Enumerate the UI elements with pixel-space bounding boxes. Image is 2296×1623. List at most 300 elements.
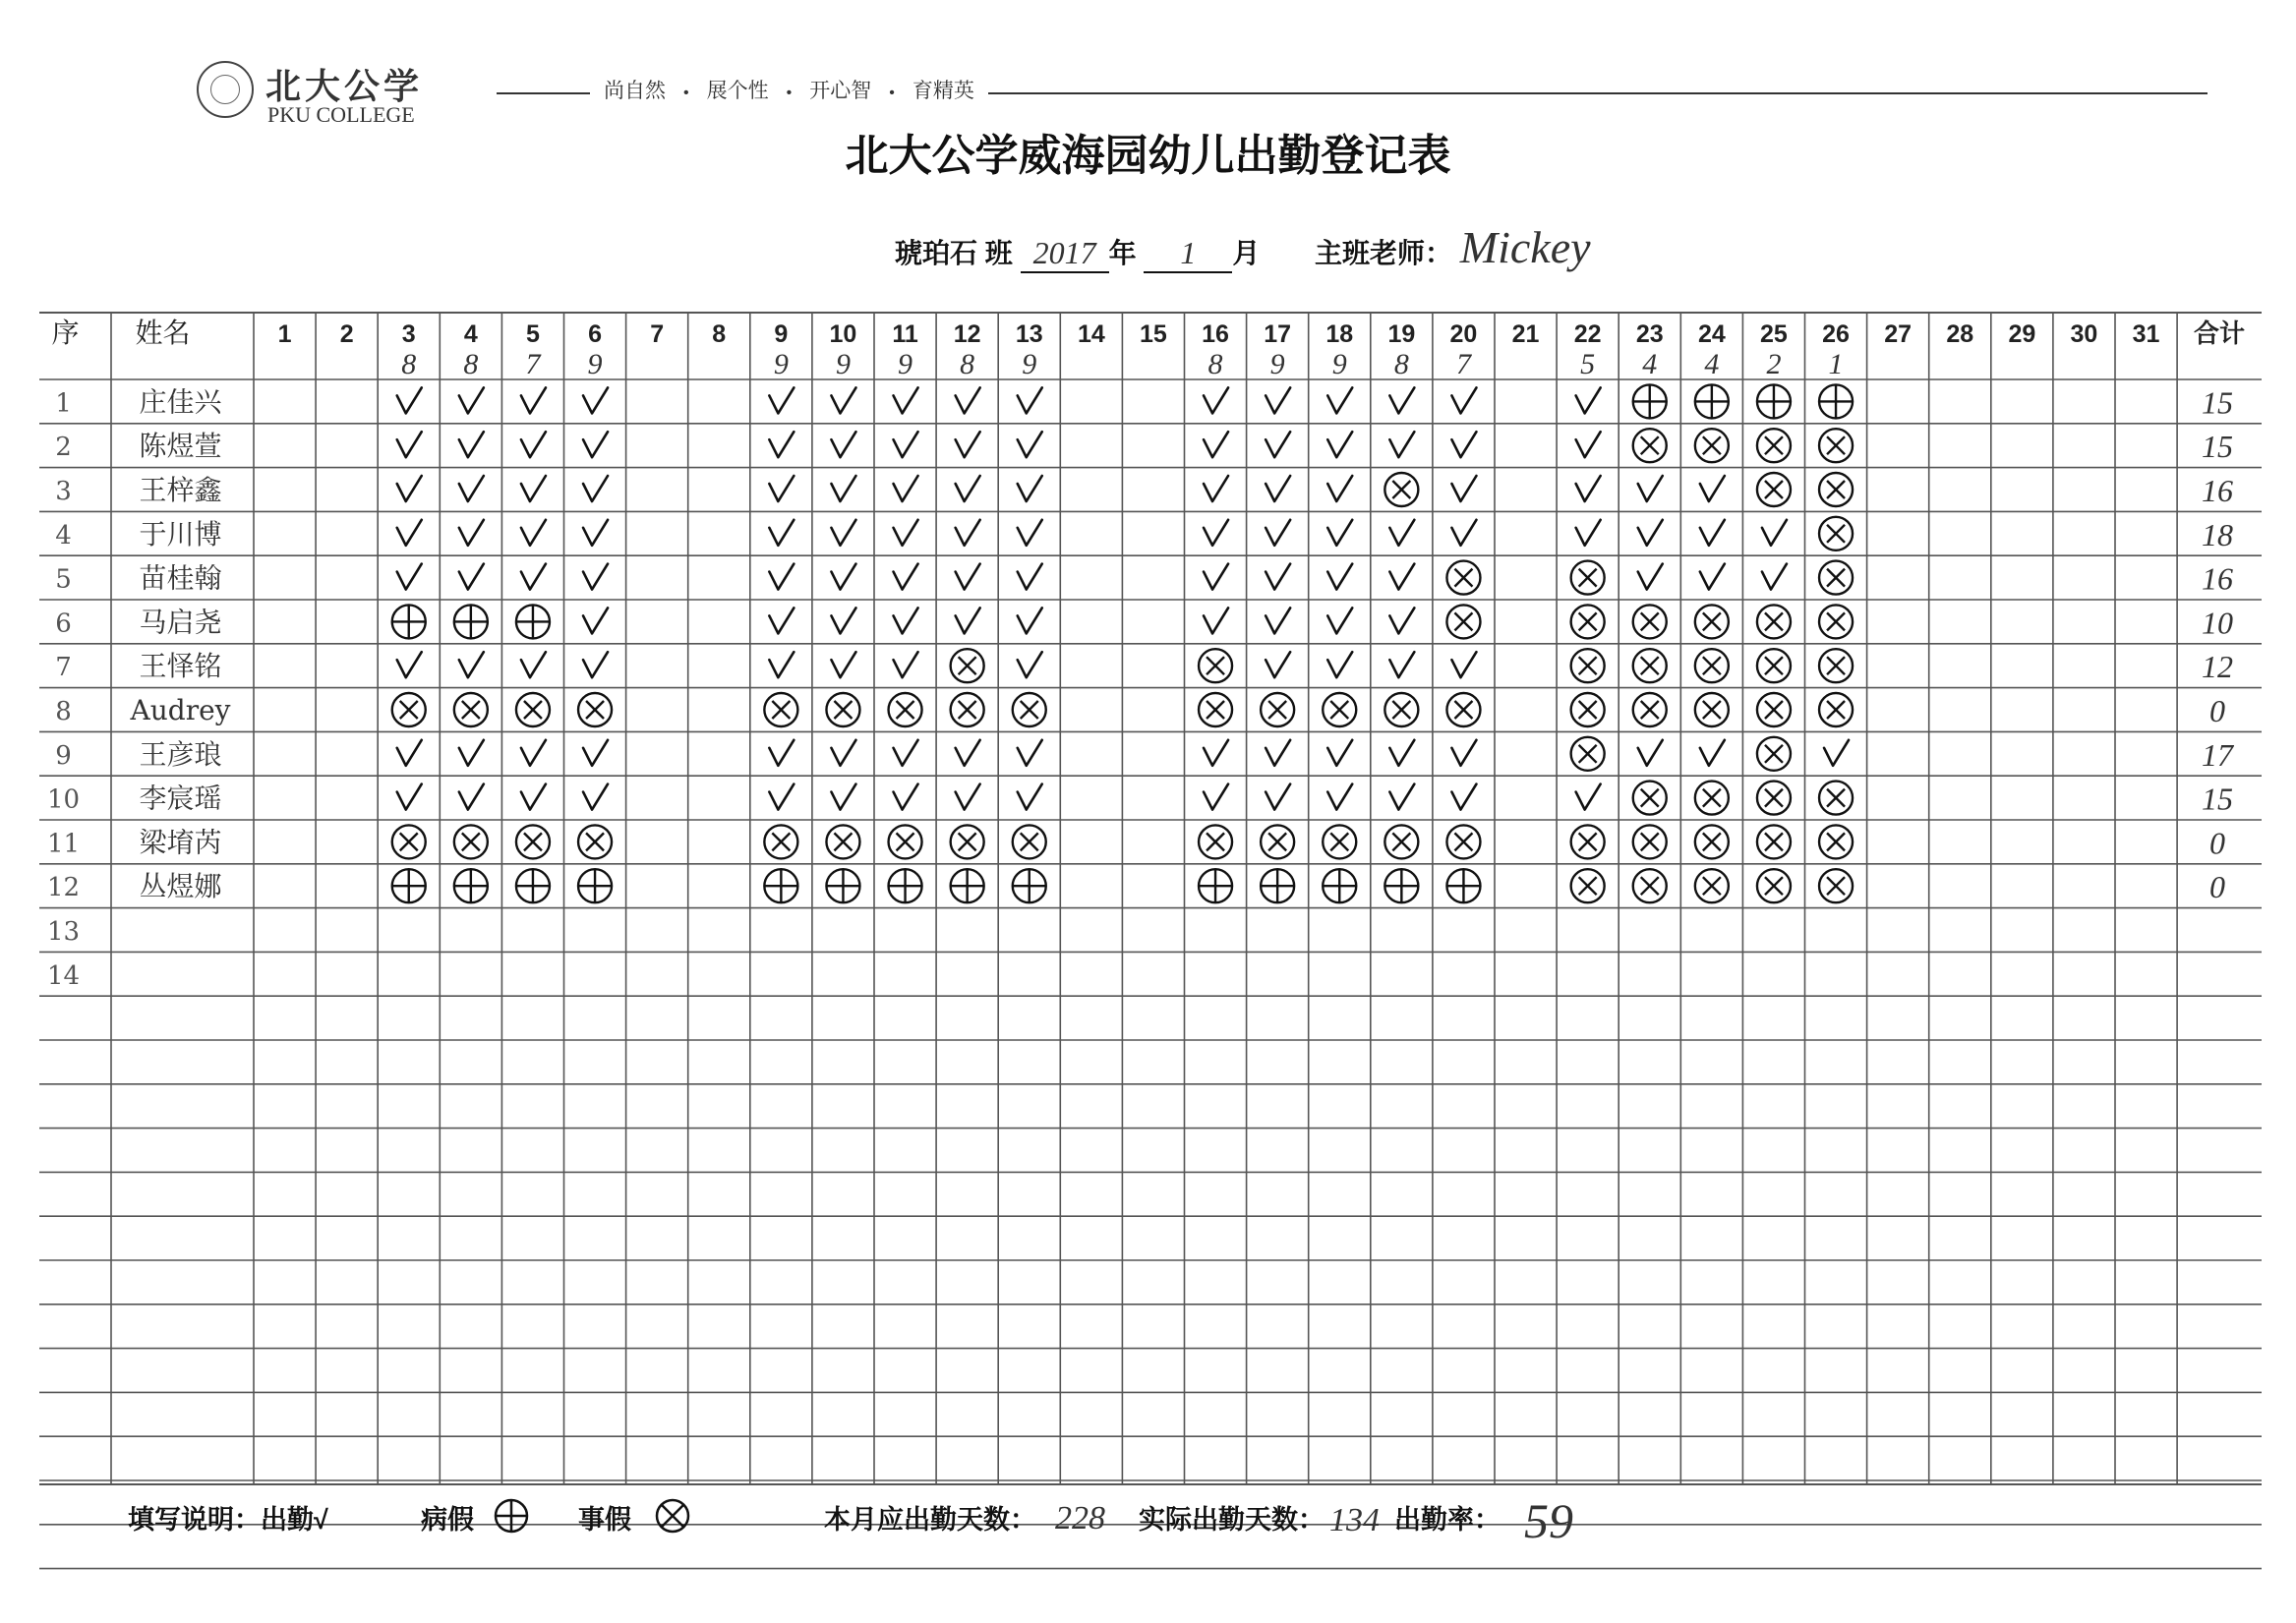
row-total: 15 <box>2202 781 2233 817</box>
year-label: 年 <box>1108 238 1137 268</box>
present-check-icon <box>583 520 608 546</box>
present-check-icon <box>521 740 546 766</box>
row-seq-12: 12 <box>46 873 81 903</box>
legend-title: 填写说明：出勤√ <box>128 1505 328 1535</box>
present-check-icon <box>1700 476 1725 501</box>
present-check-icon <box>831 476 855 501</box>
present-check-icon <box>956 432 980 457</box>
daily-count-3: 8 <box>401 348 417 380</box>
present-check-icon <box>1638 520 1663 546</box>
row-seq-8: 8 <box>55 697 72 726</box>
header-day-6: 6 <box>588 320 603 348</box>
personal-leave-icon <box>1633 429 1667 462</box>
header-day-26: 26 <box>1822 320 1850 348</box>
personal-leave-icon <box>826 825 859 858</box>
present-check-icon <box>1451 520 1476 546</box>
present-check-icon <box>1576 476 1601 501</box>
header-day-13: 13 <box>1015 320 1043 348</box>
header-day-8: 8 <box>712 320 727 348</box>
sick-leave-icon <box>516 605 550 638</box>
personal-leave-icon <box>1633 825 1667 858</box>
row-total: 0 <box>2209 693 2225 728</box>
teacher-label: 主班老师： <box>1314 238 1452 268</box>
daily-count-18: 9 <box>1331 348 1347 380</box>
present-check-icon <box>1018 520 1042 546</box>
present-check-icon <box>521 784 546 810</box>
sick-leave-icon <box>1013 869 1046 902</box>
present-check-icon <box>1266 784 1290 810</box>
present-check-icon <box>1762 564 1787 590</box>
personal-leave-icon <box>1695 693 1729 726</box>
daily-count-13: 9 <box>1022 348 1037 380</box>
header-day-7: 7 <box>650 320 665 348</box>
student-name: 于川博 <box>139 517 222 551</box>
present-check-icon <box>397 387 422 413</box>
present-check-icon <box>1266 564 1290 590</box>
row-seq-7: 7 <box>55 653 72 683</box>
personal-leave-icon <box>1446 561 1480 595</box>
personal-leave-icon <box>1819 649 1853 682</box>
header-day-10: 10 <box>829 320 857 348</box>
personal-leave-icon <box>1571 869 1605 902</box>
personal-leave-icon <box>1323 825 1356 858</box>
row-seq-11: 11 <box>46 829 81 859</box>
student-name: 陈煜萱 <box>139 430 222 463</box>
present-check-icon <box>1018 740 1042 766</box>
form-footer <box>0 1484 2296 1548</box>
personal-leave-icon <box>951 649 984 682</box>
present-check-icon <box>769 740 794 766</box>
sick-leave-icon <box>1261 869 1294 902</box>
personal-leave-icon <box>1819 605 1853 638</box>
form-title: 北大公学威海园幼儿出勤登记表 <box>845 132 1451 180</box>
present-check-icon <box>397 652 422 677</box>
daily-count-20: 7 <box>1455 348 1471 380</box>
present-check-icon <box>1451 432 1476 457</box>
present-check-icon <box>1389 520 1414 546</box>
sick-leave-icon <box>392 605 426 638</box>
present-check-icon <box>1018 387 1042 413</box>
header-day-25: 25 <box>1760 320 1788 348</box>
present-check-icon <box>1389 740 1414 766</box>
present-check-icon <box>1204 432 1228 457</box>
present-check-icon <box>894 564 918 590</box>
header-day-5: 5 <box>525 320 540 348</box>
personal-leave-icon <box>1695 429 1729 462</box>
present-check-icon <box>397 432 422 457</box>
student-name: 丛煜娜 <box>139 870 222 903</box>
row-seq-2: 2 <box>55 433 72 463</box>
present-check-icon <box>459 432 484 457</box>
present-check-icon <box>397 476 422 501</box>
present-check-icon <box>769 520 794 546</box>
present-check-icon <box>459 387 484 413</box>
present-check-icon <box>894 520 918 546</box>
personal-leave-icon <box>1757 429 1791 462</box>
header-day-11: 11 <box>892 320 918 348</box>
slogan-item: 育精英 <box>912 80 974 102</box>
personal-leave-icon <box>1819 473 1853 506</box>
present-check-icon <box>1389 432 1414 457</box>
personal-leave-icon <box>516 825 550 858</box>
student-name: 王梓鑫 <box>139 474 222 506</box>
personal-leave-icon <box>1013 693 1046 726</box>
personal-leave-icon <box>1571 693 1605 726</box>
daily-count-19: 8 <box>1393 348 1409 380</box>
present-check-icon <box>1266 652 1290 677</box>
daily-count-22: 5 <box>1580 348 1596 380</box>
personal-leave-icon <box>1819 693 1853 726</box>
row-seq-3: 3 <box>55 477 72 506</box>
personal-leave-icon <box>454 693 488 726</box>
daily-count-12: 8 <box>960 348 975 380</box>
header-day-2: 2 <box>339 320 354 348</box>
attendance-rate-value: 59 <box>1524 1493 1573 1548</box>
header-day-14: 14 <box>1077 320 1105 348</box>
personal-leave-icon <box>1819 429 1853 462</box>
sick-leave-icon <box>889 869 922 902</box>
slogan-item: 尚自然 <box>604 80 666 102</box>
row-seq-9: 9 <box>55 740 72 771</box>
student-name: 梁堉芮 <box>139 826 222 859</box>
present-check-icon <box>521 476 546 501</box>
present-check-icon <box>459 520 484 546</box>
present-check-icon <box>583 432 608 457</box>
sick-leave-icon <box>764 869 797 902</box>
present-check-icon <box>894 387 918 413</box>
personal-leave-icon <box>1819 561 1853 595</box>
daily-count-11: 9 <box>898 348 913 380</box>
personal-leave-icon <box>1384 473 1418 506</box>
personal-leave-icon <box>1695 825 1729 858</box>
present-check-icon <box>459 652 484 677</box>
present-check-icon <box>397 784 422 810</box>
actual-days-value: 134 <box>1329 1502 1380 1538</box>
student-name: 王彦琅 <box>139 737 222 771</box>
daily-count-25: 2 <box>1766 348 1782 380</box>
row-total: 17 <box>2202 736 2233 773</box>
present-check-icon <box>1576 520 1601 546</box>
present-check-icon <box>1327 564 1352 590</box>
personal-leave-icon <box>1633 782 1667 815</box>
header-day-23: 23 <box>1635 320 1664 348</box>
personal-leave-icon <box>1757 782 1791 815</box>
present-check-icon <box>1204 784 1228 810</box>
present-check-icon <box>956 784 980 810</box>
present-check-icon <box>1018 476 1042 501</box>
header-day-1: 1 <box>277 320 292 348</box>
header-day-22: 22 <box>1573 320 1602 348</box>
legend-sick-icon <box>492 1496 531 1536</box>
expected-days-label: 本月应出勤天数： <box>824 1505 1036 1535</box>
row-total: 15 <box>2202 429 2233 465</box>
personal-leave-icon <box>1199 825 1232 858</box>
present-check-icon <box>1576 784 1601 810</box>
slogan-dot: • <box>683 85 689 101</box>
personal-leave-icon <box>1446 605 1480 638</box>
sick-leave-icon <box>392 869 426 902</box>
present-check-icon <box>894 476 918 501</box>
present-check-icon <box>769 652 794 677</box>
present-check-icon <box>583 476 608 501</box>
personal-leave-icon <box>1819 825 1853 858</box>
present-check-icon <box>769 784 794 810</box>
header-day-12: 12 <box>953 320 981 348</box>
teacher-name: Mickey <box>1459 222 1591 272</box>
personal-leave-icon <box>1695 605 1729 638</box>
header-day-31: 31 <box>2132 320 2160 348</box>
sick-leave-icon <box>951 869 984 902</box>
present-check-icon <box>583 740 608 766</box>
student-name: 庄佳兴 <box>139 385 222 419</box>
present-check-icon <box>1327 432 1352 457</box>
present-check-icon <box>1451 652 1476 677</box>
header-day-28: 28 <box>1946 320 1974 348</box>
present-check-icon <box>521 520 546 546</box>
personal-leave-icon <box>516 693 550 726</box>
personal-leave-icon <box>1633 649 1667 682</box>
daily-count-10: 9 <box>835 348 851 380</box>
header-seq: 序 <box>51 317 80 349</box>
present-check-icon <box>1018 432 1042 457</box>
present-check-icon <box>769 608 794 633</box>
present-check-icon <box>831 564 855 590</box>
present-check-icon <box>1204 387 1228 413</box>
daily-count-24: 4 <box>1704 348 1720 380</box>
present-check-icon <box>1266 520 1290 546</box>
present-check-icon <box>831 520 855 546</box>
personal-leave-icon <box>454 825 488 858</box>
row-total: 10 <box>2202 605 2233 641</box>
header-day-9: 9 <box>774 320 789 348</box>
logo-chinese-name: 北大公学 <box>265 66 424 107</box>
present-check-icon <box>1451 476 1476 501</box>
row-seq-5: 5 <box>55 564 72 595</box>
row-seq-14: 14 <box>46 960 81 991</box>
present-check-icon <box>459 740 484 766</box>
row-total: 0 <box>2209 825 2225 861</box>
present-check-icon <box>521 432 546 457</box>
personal-leave-icon <box>1199 693 1232 726</box>
present-check-icon <box>956 740 980 766</box>
present-check-icon <box>583 387 608 413</box>
present-check-icon <box>397 740 422 766</box>
daily-count-17: 9 <box>1269 348 1285 380</box>
present-check-icon <box>397 520 422 546</box>
personal-leave-icon <box>1571 825 1605 858</box>
present-check-icon <box>397 564 422 590</box>
present-check-icon <box>1018 652 1042 677</box>
present-check-icon <box>1700 564 1725 590</box>
present-check-icon <box>1266 740 1290 766</box>
sick-leave-icon <box>1199 869 1232 902</box>
present-check-icon <box>1824 740 1849 766</box>
present-check-icon <box>894 432 918 457</box>
personal-leave-icon <box>1571 561 1605 595</box>
present-check-icon <box>583 564 608 590</box>
present-check-icon <box>894 740 918 766</box>
legend-personal-icon <box>653 1496 692 1536</box>
row-total: 12 <box>2202 649 2233 685</box>
daily-count-23: 4 <box>1642 348 1658 380</box>
header-day-4: 4 <box>463 320 478 348</box>
personal-leave-icon <box>1633 605 1667 638</box>
present-check-icon <box>1018 608 1042 633</box>
header-day-21: 21 <box>1511 320 1540 348</box>
personal-leave-icon <box>1757 869 1791 902</box>
sick-leave-icon <box>516 869 550 902</box>
present-check-icon <box>459 476 484 501</box>
personal-leave-icon <box>1757 605 1791 638</box>
personal-leave-icon <box>826 693 859 726</box>
present-check-icon <box>894 608 918 633</box>
present-check-icon <box>1576 432 1601 457</box>
present-check-icon <box>831 784 855 810</box>
personal-leave-icon <box>1819 517 1853 551</box>
present-check-icon <box>831 652 855 677</box>
present-check-icon <box>1389 564 1414 590</box>
present-check-icon <box>1204 608 1228 633</box>
present-check-icon <box>831 608 855 633</box>
personal-leave-icon <box>1384 693 1418 726</box>
row-total: 16 <box>2202 473 2233 508</box>
present-check-icon <box>894 784 918 810</box>
present-check-icon <box>1576 387 1601 413</box>
sick-leave-icon <box>1446 869 1480 902</box>
present-check-icon <box>1266 608 1290 633</box>
present-check-icon <box>956 476 980 501</box>
personal-leave-icon <box>1446 825 1480 858</box>
present-check-icon <box>1451 387 1476 413</box>
student-name: 马启尧 <box>139 606 222 639</box>
present-check-icon <box>459 564 484 590</box>
personal-leave-icon <box>1757 649 1791 682</box>
personal-leave-icon <box>1757 473 1791 506</box>
personal-leave-icon <box>1013 825 1046 858</box>
header-day-29: 29 <box>2008 320 2036 348</box>
present-check-icon <box>1204 740 1228 766</box>
present-check-icon <box>1327 740 1352 766</box>
personal-leave-icon <box>1695 782 1729 815</box>
personal-leave-icon <box>889 825 922 858</box>
present-check-icon <box>583 784 608 810</box>
present-check-icon <box>1327 520 1352 546</box>
header-day-30: 30 <box>2070 320 2098 348</box>
present-check-icon <box>769 387 794 413</box>
daily-count-16: 8 <box>1207 348 1223 380</box>
row-total: 15 <box>2202 384 2233 421</box>
personal-leave-icon <box>1199 649 1232 682</box>
class-name: 琥珀石 <box>895 238 978 268</box>
year-field: 2017 <box>1021 235 1109 273</box>
personal-leave-icon <box>1384 825 1418 858</box>
personal-leave-icon <box>392 825 426 858</box>
header-name: 姓名 <box>135 317 191 349</box>
attendance-rate-label: 出勤率： <box>1394 1505 1501 1535</box>
personal-leave-icon <box>951 825 984 858</box>
personal-leave-icon <box>1633 693 1667 726</box>
sick-leave-icon <box>1384 869 1418 902</box>
sick-leave-icon <box>1819 384 1853 418</box>
present-check-icon <box>1451 784 1476 810</box>
personal-leave-icon <box>1571 605 1605 638</box>
present-check-icon <box>521 564 546 590</box>
sick-leave-icon <box>454 869 488 902</box>
present-check-icon <box>1204 564 1228 590</box>
present-check-icon <box>1204 476 1228 501</box>
slogan-item: 展个性 <box>706 80 769 102</box>
present-check-icon <box>894 652 918 677</box>
daily-count-6: 9 <box>587 348 603 380</box>
header-day-19: 19 <box>1387 320 1416 348</box>
present-check-icon <box>1700 740 1725 766</box>
student-name: 李宸瑶 <box>139 782 222 815</box>
row-total: 0 <box>2209 869 2225 905</box>
legend-sick-label: 病假 <box>421 1505 474 1535</box>
personal-leave-icon <box>1261 825 1294 858</box>
header-day-18: 18 <box>1325 320 1354 348</box>
present-check-icon <box>831 387 855 413</box>
present-check-icon <box>1389 608 1414 633</box>
present-check-icon <box>769 476 794 501</box>
slogan-dot: • <box>786 85 793 101</box>
sick-leave-icon <box>1323 869 1356 902</box>
personal-leave-icon <box>392 693 426 726</box>
present-check-icon <box>1327 608 1352 633</box>
header-day-3: 3 <box>401 320 416 348</box>
daily-count-26: 1 <box>1828 348 1844 380</box>
slogan-item: 开心智 <box>809 80 872 102</box>
header-day-27: 27 <box>1884 320 1913 348</box>
month-field: 1 <box>1144 235 1232 273</box>
personal-leave-icon <box>1446 693 1480 726</box>
class-label: 班 <box>984 238 1013 268</box>
sick-leave-icon <box>454 605 488 638</box>
sick-leave-icon <box>1633 384 1667 418</box>
present-check-icon <box>1327 476 1352 501</box>
personal-leave-icon <box>951 693 984 726</box>
present-check-icon <box>1018 564 1042 590</box>
present-check-icon <box>1266 387 1290 413</box>
present-check-icon <box>1327 652 1352 677</box>
present-check-icon <box>956 564 980 590</box>
present-check-icon <box>956 608 980 633</box>
present-check-icon <box>1327 784 1352 810</box>
student-name: 王怿铭 <box>139 650 222 683</box>
personal-leave-icon <box>1757 825 1791 858</box>
present-check-icon <box>1762 520 1787 546</box>
present-check-icon <box>1389 652 1414 677</box>
personal-leave-icon <box>1757 737 1791 771</box>
personal-leave-icon <box>764 825 797 858</box>
personal-leave-icon <box>578 825 612 858</box>
row-seq-13: 13 <box>46 917 81 947</box>
present-check-icon <box>1638 476 1663 501</box>
slogan-dot: • <box>889 85 895 101</box>
personal-leave-icon <box>1323 693 1356 726</box>
personal-leave-icon <box>1571 649 1605 682</box>
present-check-icon <box>459 784 484 810</box>
personal-leave-icon <box>1819 869 1853 902</box>
header-day-16: 16 <box>1202 320 1229 348</box>
present-check-icon <box>831 740 855 766</box>
present-check-icon <box>1204 520 1228 546</box>
row-total: 16 <box>2202 560 2233 597</box>
row-seq-6: 6 <box>55 609 72 639</box>
daily-count-9: 9 <box>773 348 789 380</box>
actual-days-label: 实际出勤天数： <box>1139 1505 1325 1535</box>
present-check-icon <box>769 564 794 590</box>
